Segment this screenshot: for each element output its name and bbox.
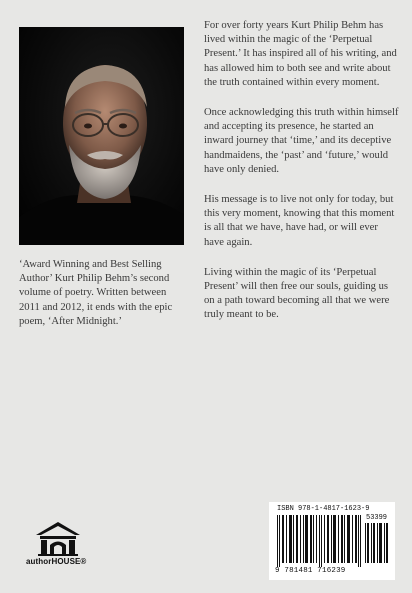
author-photo	[19, 27, 184, 245]
barcode-digits: 9 781481 716239	[275, 567, 346, 575]
price-addon-number: 53399	[366, 514, 388, 522]
addon-barcode-bars	[365, 523, 389, 563]
publisher-logo	[26, 521, 104, 569]
author-caption: ‘Award Winning and Best Selling Author’ Kurt Philip Behm’s second volume of poetry. Written between 2011 and 2012, it ends with the epic poem, ‘After Midnight.’	[19, 259, 173, 327]
blurb-paragraph: His message is to live not only for today, but this very moment, knowing that this moment is all that we have, have had, or will ever have again.	[204, 194, 395, 248]
isbn-barcode	[269, 502, 395, 580]
authorhouse-house-icon	[35, 521, 81, 557]
blurb-paragraph: Living within the magic of its ‘Perpetual Present’ will then free our souls, guiding us on a path toward becoming all that we were truly meant to be.	[204, 266, 390, 321]
ean-barcode-bars	[277, 515, 363, 567]
blurb-paragraph: For over forty years Kurt Philip Behm has lived within the magic of the ‘Perpetual Present.’ It has inspired all of his writing, and has allowed him to both see and write about the truth contained within every moment.	[204, 20, 397, 88]
isbn-number: ISBN 978-1-4817-1623-9	[277, 505, 370, 513]
publisher-name: authorHOUSE®	[26, 557, 87, 566]
blurb-column	[204, 19, 400, 339]
blurb-paragraph: Once acknowledging this truth within himself and accepting its presence, he started an inward journey that ‘time,’ and its deceptive handmaidens, the ‘past’ and ‘future,’ would have only denied.	[204, 107, 399, 175]
